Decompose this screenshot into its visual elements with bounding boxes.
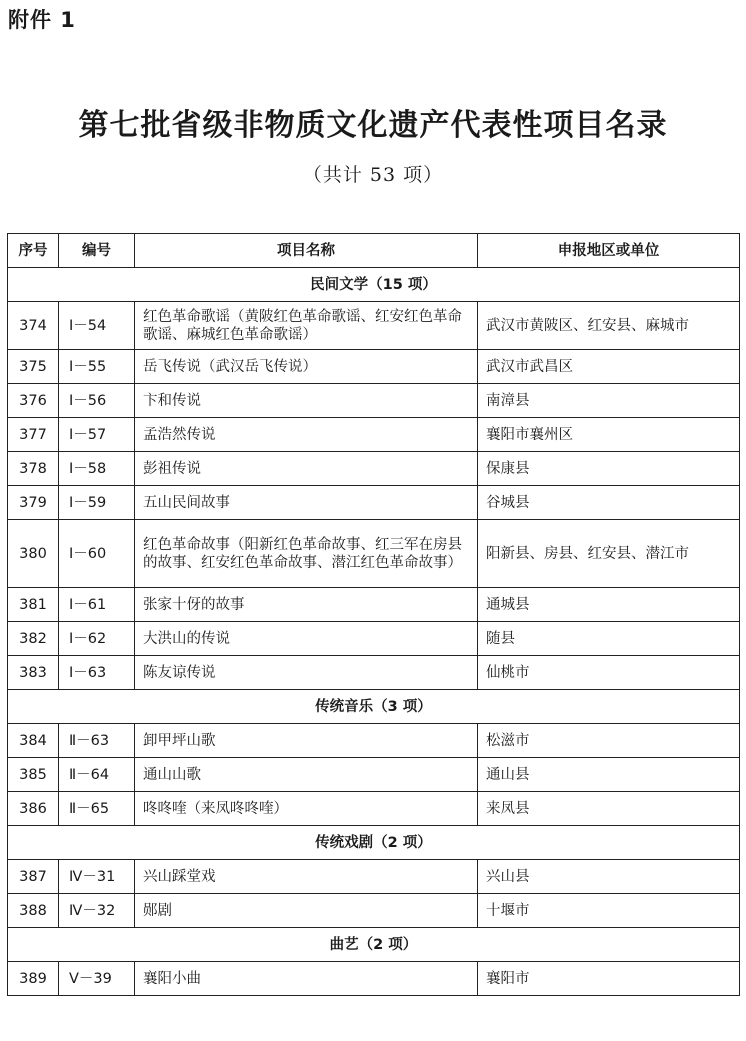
cell-name: 张家十伢的故事	[135, 588, 478, 622]
cell-code: Ⅰ－60	[59, 520, 135, 588]
cell-code: Ⅱ－64	[59, 758, 135, 792]
cell-area: 通山县	[478, 758, 740, 792]
cell-area: 南漳县	[478, 384, 740, 418]
cell-code: Ⅰ－59	[59, 486, 135, 520]
category-label: 传统音乐（3 项）	[8, 690, 740, 724]
cell-seq: 382	[8, 622, 59, 656]
cell-area: 兴山县	[478, 860, 740, 894]
table-row	[8, 894, 740, 928]
category-row	[8, 928, 740, 962]
cell-area: 来凤县	[478, 792, 740, 826]
cell-code: Ⅳ－31	[59, 860, 135, 894]
cell-name: 通山山歌	[135, 758, 478, 792]
table-row	[8, 792, 740, 826]
category-row	[8, 268, 740, 302]
cell-area: 十堰市	[478, 894, 740, 928]
cell-area: 谷城县	[478, 486, 740, 520]
cell-seq: 386	[8, 792, 59, 826]
cell-seq: 381	[8, 588, 59, 622]
column-header-seq: 序号	[8, 234, 59, 268]
cell-code: Ⅴ－39	[59, 962, 135, 996]
cell-seq: 374	[8, 302, 59, 350]
table-row	[8, 758, 740, 792]
table-row	[8, 656, 740, 690]
page-subtitle: （共计 53 项）	[302, 164, 444, 186]
cell-code: Ⅰ－54	[59, 302, 135, 350]
cell-area: 襄阳市襄州区	[478, 418, 740, 452]
cell-name: 红色革命故事（阳新红色革命故事、红三军在房县的故事、红安红色革命故事、潜江红色革命故事）	[135, 520, 478, 588]
cell-area: 武汉市武昌区	[478, 350, 740, 384]
cell-name: 咚咚喹（来凤咚咚喹）	[135, 792, 478, 826]
category-label: 传统戏剧（2 项）	[8, 826, 740, 860]
cell-area: 武汉市黄陂区、红安县、麻城市	[478, 302, 740, 350]
cell-area: 随县	[478, 622, 740, 656]
cell-seq: 375	[8, 350, 59, 384]
table-row	[8, 452, 740, 486]
page-title: 第七批省级非物质文化遗产代表性项目名录	[78, 108, 668, 143]
cell-area: 通城县	[478, 588, 740, 622]
category-label: 民间文学（15 项）	[8, 268, 740, 302]
cell-code: Ⅰ－62	[59, 622, 135, 656]
cell-name: 郧剧	[135, 894, 478, 928]
cell-name: 兴山踩堂戏	[135, 860, 478, 894]
cell-area: 阳新县、房县、红安县、潜江市	[478, 520, 740, 588]
cell-seq: 384	[8, 724, 59, 758]
table-row	[8, 588, 740, 622]
cell-seq: 385	[8, 758, 59, 792]
attachment-label: 附件 1	[8, 8, 76, 32]
table-row	[8, 384, 740, 418]
cell-name: 大洪山的传说	[135, 622, 478, 656]
cell-code: Ⅰ－55	[59, 350, 135, 384]
table-row	[8, 520, 740, 588]
table-row	[8, 860, 740, 894]
table-row	[8, 486, 740, 520]
cell-seq: 388	[8, 894, 59, 928]
cell-area: 保康县	[478, 452, 740, 486]
cell-seq: 377	[8, 418, 59, 452]
column-header-area: 申报地区或单位	[478, 234, 740, 268]
cell-seq: 380	[8, 520, 59, 588]
cell-name: 卞和传说	[135, 384, 478, 418]
table-header-row	[8, 234, 740, 268]
cell-name: 陈友谅传说	[135, 656, 478, 690]
cell-code: Ⅰ－57	[59, 418, 135, 452]
table-row	[8, 418, 740, 452]
category-row	[8, 690, 740, 724]
table-row	[8, 302, 740, 350]
cell-code: Ⅱ－63	[59, 724, 135, 758]
cell-seq: 387	[8, 860, 59, 894]
cell-seq: 376	[8, 384, 59, 418]
column-header-code: 编号	[59, 234, 135, 268]
cell-seq: 379	[8, 486, 59, 520]
category-label: 曲艺（2 项）	[8, 928, 740, 962]
cell-seq: 389	[8, 962, 59, 996]
cell-name: 岳飞传说（武汉岳飞传说）	[135, 350, 478, 384]
cell-name: 红色革命歌谣（黄陂红色革命歌谣、红安红色革命歌谣、麻城红色革命歌谣）	[135, 302, 478, 350]
cell-code: Ⅱ－65	[59, 792, 135, 826]
heritage-table	[7, 233, 740, 996]
cell-name: 襄阳小曲	[135, 962, 478, 996]
cell-area: 襄阳市	[478, 962, 740, 996]
cell-name: 卸甲坪山歌	[135, 724, 478, 758]
column-header-name: 项目名称	[135, 234, 478, 268]
cell-name: 彭祖传说	[135, 452, 478, 486]
cell-name: 五山民间故事	[135, 486, 478, 520]
cell-name: 孟浩然传说	[135, 418, 478, 452]
cell-code: Ⅰ－56	[59, 384, 135, 418]
table-row	[8, 622, 740, 656]
cell-code: Ⅰ－63	[59, 656, 135, 690]
cell-seq: 383	[8, 656, 59, 690]
category-row	[8, 826, 740, 860]
table-row	[8, 724, 740, 758]
cell-code: Ⅳ－32	[59, 894, 135, 928]
cell-area: 仙桃市	[478, 656, 740, 690]
table-row	[8, 962, 740, 996]
cell-code: Ⅰ－58	[59, 452, 135, 486]
cell-seq: 378	[8, 452, 59, 486]
table-row	[8, 350, 740, 384]
cell-code: Ⅰ－61	[59, 588, 135, 622]
cell-area: 松滋市	[478, 724, 740, 758]
